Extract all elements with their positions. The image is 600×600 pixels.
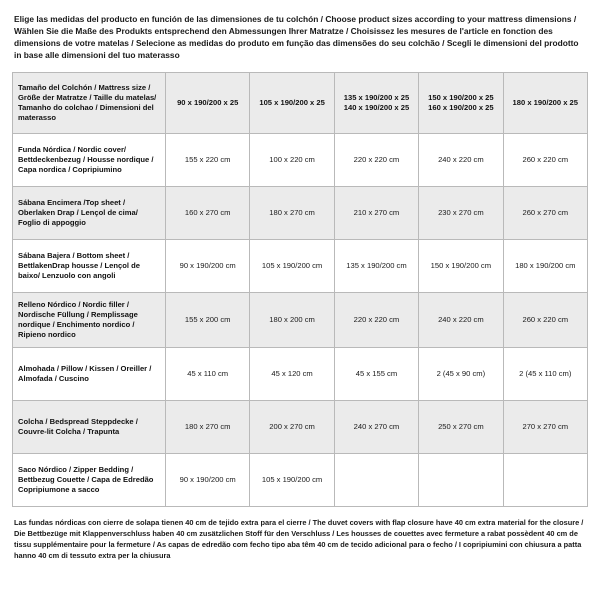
- cell-duvet-cover-2: 100 x 220 cm: [250, 133, 334, 186]
- cell-nordic-filler-3: 220 x 220 cm: [334, 292, 418, 347]
- row-label-bedspread: Colcha / Bedspread Steppdecke / Couvre-lit Colcha / Trapunta: [13, 400, 166, 453]
- row-label-top-sheet: Sábana Encimera /Top sheet / Oberlaken Drap / Lençol de cima/ Foglio di appoggio: [13, 186, 166, 239]
- cell-bedspread-5: 270 x 270 cm: [503, 400, 587, 453]
- header-col-1: 90 x 190/200 x 25: [166, 72, 250, 133]
- row-label-nordic-filler: Relleno Nórdico / Nordic filler / Nordische Füllung / Remplissage nordique / Enchimento nordico / Ripieno nordico: [13, 292, 166, 347]
- cell-zipper-bedding-3: [334, 453, 418, 506]
- table-row: [13, 239, 588, 292]
- cell-bedspread-4: 250 x 270 cm: [419, 400, 503, 453]
- intro-text: Elige las medidas del producto en función de las dimensiones de tu colchón / Choose product sizes according to your mattress dimensions / Wählen Sie die Maße des Produkts entsprechend den Abmessungen Ihrer Matratze / Choisissez les mesures de l'article en fonction des dimensions de votre matelas / Selecione as medidas do produto em função das dimensões do seu colchão / Scegli le dimensioni del prodotto in base alle dimensioni del tuo materasso: [14, 14, 579, 60]
- cell-bedspread-3: 240 x 270 cm: [334, 400, 418, 453]
- mattress-size-table: [12, 72, 588, 507]
- footnote-text: Las fundas nórdicas con cierre de solapa tienen 40 cm de tejido extra para el cierre / The duvet covers with flap closure have 40 cm extra material for the closure / Die Bettbezüge mit Klappenverschluss haben 40 cm zusätzlichen Stoff für den Verschluss / Les housses de couettes avec fermeture a rabat possèdent 40 cm de tissu supplémentaire pour la fermeture / As capas de edredão com fecho tipo aba têm 40 cm de tecido adicional para o fecho / I copripiumini con chiusura a patta hanno 40 cm di tessuto extra per la chiusura: [14, 517, 584, 561]
- header-col-4: [419, 72, 503, 133]
- row-label-bottom-sheet: Sábana Bajera / Bottom sheet / BettlakenDrap housse / Lençol de baixo/ Lenzuolo con angoli: [13, 239, 166, 292]
- row-label-duvet-cover: Funda Nórdica / Nordic cover/ Bettdeckenbezug / Housse nordique / Capa nordica / Copripiumino: [13, 133, 166, 186]
- cell-zipper-bedding-4: [419, 453, 503, 506]
- cell-zipper-bedding-5: [503, 453, 587, 506]
- cell-bottom-sheet-5: 180 x 190/200 cm: [503, 239, 587, 292]
- header-col-4-line1: 150 x 190/200 x 25 160 x 190/200 x 25: [428, 92, 494, 112]
- table-row: [13, 400, 588, 453]
- table-row: [13, 186, 588, 239]
- cell-pillow-1: 45 x 110 cm: [166, 347, 250, 400]
- cell-bedspread-1: 180 x 270 cm: [166, 400, 250, 453]
- cell-top-sheet-5: 260 x 270 cm: [503, 186, 587, 239]
- table-row: [13, 292, 588, 347]
- cell-duvet-cover-5: 260 x 220 cm: [503, 133, 587, 186]
- cell-nordic-filler-1: 155 x 200 cm: [166, 292, 250, 347]
- cell-zipper-bedding-1: 90 x 190/200 cm: [166, 453, 250, 506]
- cell-bedspread-2: 200 x 270 cm: [250, 400, 334, 453]
- cell-duvet-cover-4: 240 x 220 cm: [419, 133, 503, 186]
- table-row: [13, 347, 588, 400]
- cell-pillow-2: 45 x 120 cm: [250, 347, 334, 400]
- cell-top-sheet-1: 160 x 270 cm: [166, 186, 250, 239]
- header-col-3: [334, 72, 418, 133]
- row-label-zipper-bedding: Saco Nórdico / Zipper Bedding / Bettbezug Couette / Capa de Edredão Copripiumone a sacco: [13, 453, 166, 506]
- table-header-row: [13, 72, 588, 133]
- cell-duvet-cover-3: 220 x 220 cm: [334, 133, 418, 186]
- cell-pillow-5: 2 (45 x 110 cm): [503, 347, 587, 400]
- cell-bottom-sheet-3: 135 x 190/200 cm: [334, 239, 418, 292]
- cell-top-sheet-3: 210 x 270 cm: [334, 186, 418, 239]
- table-row: [13, 133, 588, 186]
- header-col-3-line1: 135 x 190/200 x 25 140 x 190/200 x 25: [343, 92, 410, 112]
- cell-duvet-cover-1: 155 x 220 cm: [166, 133, 250, 186]
- header-col-2: 105 x 190/200 x 25: [250, 72, 334, 133]
- cell-bottom-sheet-4: 150 x 190/200 cm: [419, 239, 503, 292]
- cell-top-sheet-4: 230 x 270 cm: [419, 186, 503, 239]
- cell-pillow-3: 45 x 155 cm: [334, 347, 418, 400]
- row-label-pillow: Almohada / Pillow / Kissen / Oreiller / Almofada / Cuscino: [13, 347, 166, 400]
- header-col-5: 180 x 190/200 x 25: [503, 72, 587, 133]
- cell-zipper-bedding-2: 105 x 190/200 cm: [250, 453, 334, 506]
- cell-nordic-filler-4: 240 x 220 cm: [419, 292, 503, 347]
- cell-nordic-filler-5: 260 x 220 cm: [503, 292, 587, 347]
- header-row-label: Tamaño del Colchón / Mattress size / Größe der Matratze / Taille du matelas/ Tamanho do colchao / Dimensioni del materasso: [13, 72, 166, 133]
- table-row: [13, 453, 588, 506]
- cell-bottom-sheet-2: 105 x 190/200 cm: [250, 239, 334, 292]
- cell-top-sheet-2: 180 x 270 cm: [250, 186, 334, 239]
- cell-nordic-filler-2: 180 x 200 cm: [250, 292, 334, 347]
- cell-pillow-4: 2 (45 x 90 cm): [419, 347, 503, 400]
- cell-bottom-sheet-1: 90 x 190/200 cm: [166, 239, 250, 292]
